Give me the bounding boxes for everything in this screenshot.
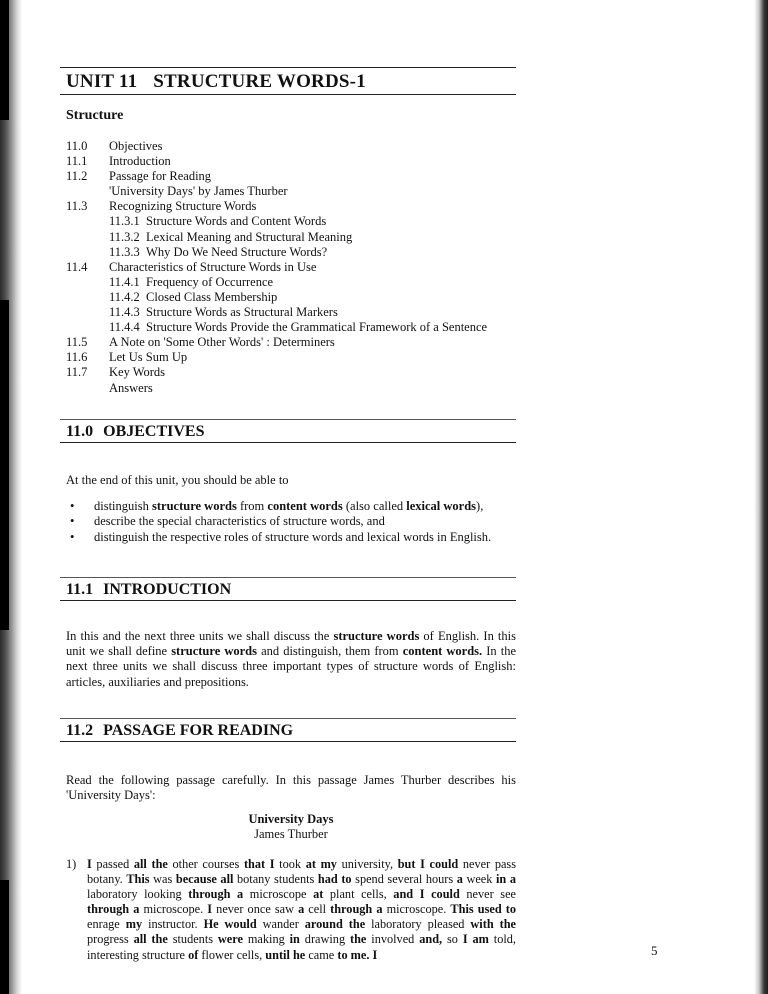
passage-segment: came — [305, 947, 338, 962]
scan-binding-shadow — [0, 880, 9, 994]
passage-segment: had to — [317, 872, 352, 887]
objectives-list — [66, 499, 491, 545]
passage-segment: through a — [188, 887, 244, 902]
toc-subrow: 11.3.2 Lexical Meaning and Structural Meaning — [109, 229, 353, 244]
table-of-contents — [66, 139, 487, 396]
passage-title: University Days — [248, 812, 334, 826]
scan-binding-shadow — [0, 300, 9, 630]
passage-segment: to me. I — [337, 947, 378, 962]
passage-segment: all the — [133, 932, 168, 947]
passage-segment: so — [442, 932, 463, 947]
passage-segment: microscope. — [139, 902, 208, 917]
section-bottom-rule — [60, 442, 516, 443]
passage-segment: I am — [462, 932, 489, 947]
scan-binding-shadow — [0, 0, 9, 120]
passage-segment: wander — [256, 917, 305, 932]
toc-row: 11.1 Introduction — [66, 154, 171, 169]
passage-segment: around the — [304, 917, 366, 932]
passage-segment: until he — [265, 947, 306, 962]
passage-author: James Thurber — [254, 827, 328, 841]
passage-segment: my — [125, 917, 143, 932]
passage-segment: was — [149, 872, 176, 887]
toc-subrow: 11.4.3 Structure Words as Structural Markers — [109, 305, 338, 320]
passage-segment: microscope. — [382, 902, 451, 917]
toc-subrow: 11.4.1 Frequency of Occurrence — [109, 274, 274, 289]
passage-segment: and, — [419, 932, 443, 947]
toc-row: 11.3 Recognizing Structure Words — [66, 199, 257, 214]
passage-segment: of — [188, 947, 199, 962]
passage-segment: laboratory pleased — [365, 917, 471, 932]
passage-text — [87, 857, 516, 963]
toc-row: 11.4 Characteristics of Structure Words in Use — [66, 259, 317, 274]
passage-segment: through a — [330, 902, 383, 917]
passage-segment: were — [217, 932, 243, 947]
passage-segment: other courses — [167, 857, 244, 871]
passage-segment: week — [462, 872, 496, 887]
section-bottom-rule — [60, 600, 516, 601]
passage-segment: and I could — [393, 887, 460, 902]
page-number: 5 — [651, 943, 658, 958]
passage-segment: university, — [336, 857, 398, 871]
passage-segment: plant cells, — [323, 887, 394, 902]
bullet-icon: • — [70, 499, 75, 513]
list-item: • describe the special characteristics of structure words, and — [66, 514, 491, 529]
passage-segment: all the — [133, 857, 168, 871]
passage-paragraph — [66, 857, 516, 963]
toc-row: 'University Days' by James Thurber — [109, 184, 288, 199]
passage-segment: enrage — [87, 917, 126, 932]
passage-segment: never pass botany. — [87, 857, 516, 887]
section-top-rule — [60, 577, 516, 578]
title-bottom-rule — [60, 94, 516, 95]
toc-row: Answers — [109, 380, 153, 395]
passage-segment: through a — [87, 902, 140, 917]
bullet-icon: • — [70, 529, 75, 544]
passage-segment: at — [313, 887, 324, 902]
passage-segment: a — [456, 872, 463, 887]
section-title-passage: 11.2 PASSAGE FOR READING — [66, 722, 294, 739]
paragraph-number: 1) — [66, 857, 77, 871]
passage-segment: never once saw — [212, 902, 299, 917]
objectives-intro: At the end of this unit, you should be able to — [66, 473, 289, 487]
passage-segment: This used to — [450, 902, 516, 917]
section-top-rule — [60, 419, 516, 420]
unit-number: UNIT 11 — [66, 71, 138, 92]
passage-segment: told, interesting structure — [87, 932, 516, 962]
toc-row: 11.5 A Note on 'Some Other Words' : Determiners — [66, 335, 335, 350]
passage-segment: with the — [470, 917, 516, 932]
passage-segment: in a — [496, 872, 516, 887]
structure-heading: Structure — [66, 108, 124, 123]
passage-segment: cell — [304, 902, 331, 917]
passage-segment: drawing — [299, 932, 350, 947]
toc-row: 11.7 Key Words — [66, 365, 166, 380]
passage-segment: laboratory looking — [87, 887, 189, 902]
toc-subrow: 11.3.3 Why Do We Need Structure Words? — [109, 244, 328, 259]
passage-segment: passed — [91, 857, 134, 871]
section-title-objectives: 11.0 OBJECTIVES — [66, 423, 205, 440]
passage-segment: the — [349, 932, 367, 947]
passage-segment: involved — [366, 932, 420, 947]
passage-segment: took — [274, 857, 306, 871]
list-item: • distinguish the respective roles of structure words and lexical words in English. — [66, 530, 491, 545]
toc-subrow: 11.3.1 Structure Words and Content Words — [109, 214, 327, 229]
bullet-icon: • — [70, 514, 75, 529]
passage-segment: I — [207, 902, 213, 917]
scan-binding-edge-right — [754, 0, 768, 994]
passage-segment: that I — [243, 857, 275, 871]
passage-segment: instructor. — [142, 917, 204, 932]
section-top-rule — [60, 718, 516, 719]
passage-segment: at my — [305, 857, 337, 871]
passage-segment: but I could — [397, 857, 459, 871]
passage-segment: because all — [175, 872, 234, 887]
passage-segment: a — [298, 902, 305, 917]
passage-segment: I — [87, 857, 92, 871]
passage-segment: spend several hours — [351, 872, 457, 887]
passage-segment: students — [167, 932, 218, 947]
passage-segment: never see — [459, 887, 516, 902]
toc-row: 11.6 Let Us Sum Up — [66, 350, 188, 365]
passage-segment: He would — [203, 917, 257, 932]
section-title-introduction: 11.1 INTRODUCTION — [66, 581, 232, 598]
passage-segment: in — [289, 932, 300, 947]
passage-intro: Read the following passage carefully. In this passage James Thurber describes his 'University Days': — [66, 773, 516, 803]
title-top-rule — [60, 67, 516, 68]
toc-row: 11.0 Objectives — [66, 139, 163, 153]
passage-segment: botany students — [233, 872, 318, 887]
toc-subrow: 11.4.4 Structure Words Provide the Grammatical Framework of a Sentence — [109, 320, 488, 335]
passage-segment: microscope — [243, 887, 314, 902]
list-item: • distinguish structure words from content words (also called lexical words), — [66, 499, 491, 514]
passage-segment: flower cells, — [198, 947, 266, 962]
unit-name: STRUCTURE WORDS-1 — [153, 71, 366, 92]
unit-title — [66, 71, 366, 93]
passage-segment: making — [242, 932, 290, 947]
section-bottom-rule — [60, 741, 516, 742]
passage-segment: progress — [87, 932, 134, 947]
introduction-paragraph: In this and the next three units we shall discuss the structure words of English. In this unit we shall define structure words and distinguish, them from content words. In the next three units we shall discuss three important types of structure words of English: articles, auxiliaries and prepositions. — [66, 629, 517, 689]
toc-row: 11.2 Passage for Reading — [66, 169, 212, 184]
toc-subrow: 11.4.2 Closed Class Membership — [109, 289, 278, 304]
passage-segment: This — [126, 872, 150, 887]
